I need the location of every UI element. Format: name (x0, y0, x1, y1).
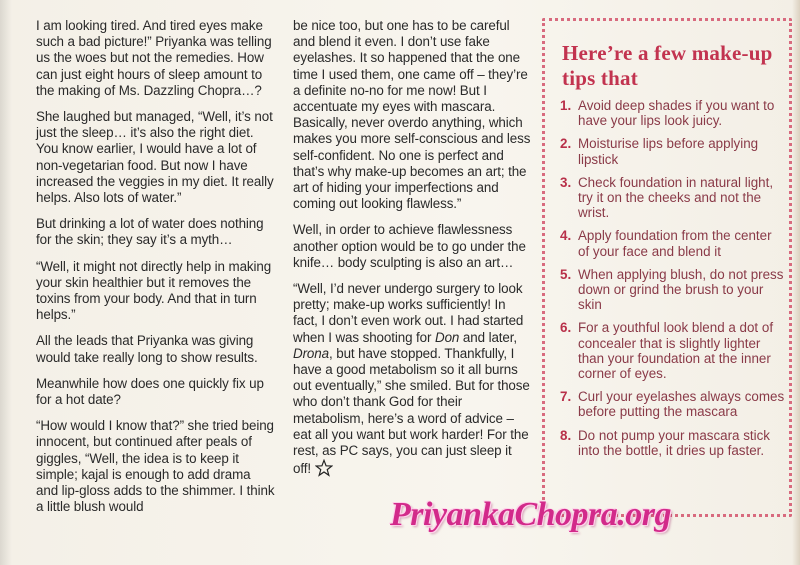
star-icon (315, 459, 333, 477)
tip-item (560, 320, 785, 381)
tip-item (560, 136, 785, 166)
tip-item (560, 389, 785, 419)
article-paragraph: She laughed but managed, “Well, it’s not just the sleep… it’s also the right diet. You know earlier, I would have a lot of non-vegetarian food. But now I have increased the veggies in my diet. It really helps. Also lots of water.” (36, 109, 274, 206)
article-paragraph: “How would I know that?” she tried being innocent, but continued after peals of giggles, “Well, the idea is to keep it simple; kajal is enough to add drama and lip-gloss adds to the shimmer. I think a little blush would (36, 418, 275, 515)
tip-number: 7. (560, 389, 572, 405)
tip-number: 8. (560, 427, 572, 443)
tips-list (560, 98, 785, 466)
tip-item (560, 428, 785, 458)
article-paragraph: be nice too, but one has to be careful and blend it even. I don’t use fake eyelashes. It so happened that the one time I used them, one came off – they’re a definite no-no for me now! But I accentuate my eyes with mascara. Basically, never overdo anything, which makes you more self-conscious and less self-confident. No one is perfect and that’s why make-up becomes an art; the art of hiding your imperfections and coming out looking flawless.” (293, 18, 531, 212)
film-title-don: Don (435, 329, 460, 345)
article-paragraph: Meanwhile how does one quickly fix up for a hot date? (36, 375, 264, 408)
article-paragraph (293, 281, 533, 477)
tip-text: Moisturise lips before applying lipstick (578, 136, 759, 167)
film-title-drona: Drona (293, 345, 329, 361)
tip-number: 3. (560, 174, 572, 190)
tip-number: 5. (560, 266, 572, 282)
tip-item (560, 267, 785, 313)
tip-item (560, 98, 785, 128)
text-span: , but have stopped. Thankfully, I have a good metabolism so it all burns out eventually,” she smiled. But for those who don’t thank God for their metabolism, here’s a word of advice – eat all you want but work harder! For the rest, as PC says, you can just sleep it off! (293, 345, 530, 477)
tip-text: When applying blush, do not press down or grind the brush to your skin (578, 266, 784, 313)
page-edge-shadow (792, 0, 800, 565)
article-paragraph: But drinking a lot of water does nothing for the skin; they say it’s a myth… (36, 216, 264, 248)
tip-text: Curl your eyelashes always comes before putting the mascara (578, 389, 785, 420)
tip-number: 6. (560, 320, 572, 336)
text-span: and later, (459, 329, 517, 345)
tip-text: Avoid deep shades if you want to have your lips look juicy. (578, 98, 775, 129)
article-paragraph: Well, in order to achieve flawlessness another option would be to go under the knife… body sculpting is also an art… (293, 222, 526, 270)
tip-item (560, 228, 785, 258)
site-watermark: PriyankaChopra.org (390, 496, 671, 533)
tip-number: 1. (560, 98, 572, 113)
tip-number: 2. (560, 136, 572, 152)
text-span: “Well, I’d never undergo surgery to look pretty; make-up works sufficiently! In fact, I don’t even work out. I had started when I was shooting for (293, 281, 524, 345)
article-paragraph: All the leads that Priyanka was giving would take really long to show results. (36, 333, 258, 365)
tip-number: 4. (560, 228, 572, 244)
tip-text: Check foundation in natural light, try it on the cheeks and not the wrist. (578, 174, 774, 221)
page-spine-shadow (0, 0, 12, 565)
article-column-2 (293, 18, 533, 487)
tip-text: Apply foundation from the center of your face and blend it (578, 228, 772, 259)
tip-text: For a youthful look blend a dot of concealer that is slightly lighter than your foundation at the inner corner of eyes. (578, 320, 774, 382)
tips-title: Here’re a few make-up tips that (562, 41, 773, 90)
tip-text: Do not pump your mascara stick into the bottle, it dries up faster. (578, 427, 771, 458)
tip-item (560, 175, 785, 221)
article-column-1 (36, 18, 276, 525)
article-paragraph: I am looking tired. And tired eyes make such a bad picture!” Priyanka was telling us the woes but not the remedies. How can just eight hours of sleep amount to the making of Ms. Dazzling Chopra…? (36, 18, 272, 98)
article-paragraph: “Well, it might not directly help in making your skin healthier but it removes the toxins from your body. And that in turn helps.” (36, 258, 272, 323)
